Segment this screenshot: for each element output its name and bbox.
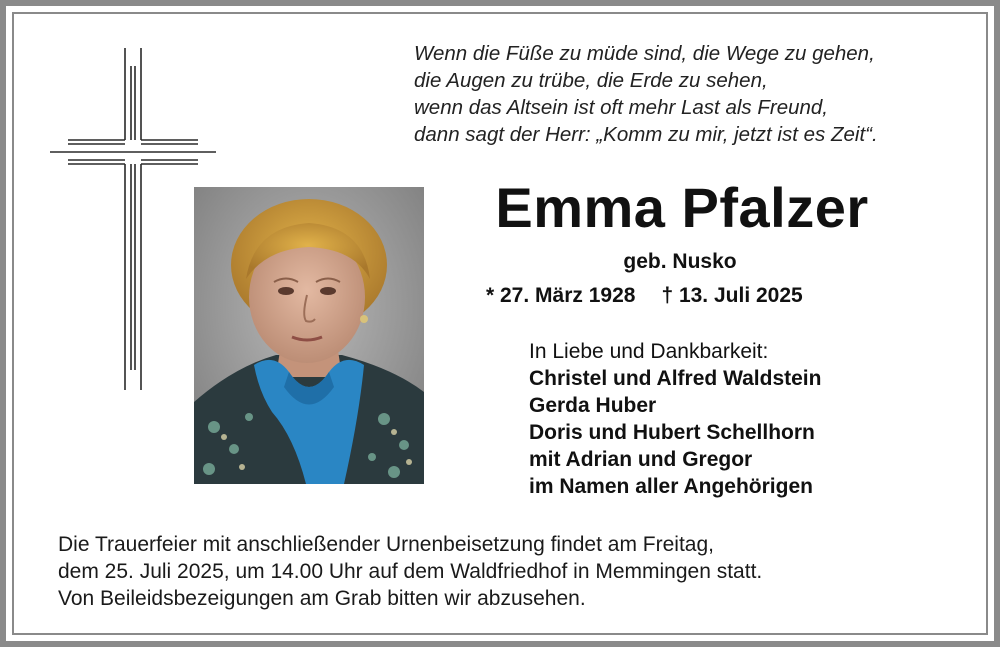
notice-line: Die Trauerfeier mit anschließender Urnenbeisetzung findet am Freitag,: [58, 533, 714, 556]
mourner-name: im Namen aller Angehörigen: [529, 475, 813, 498]
mourner-name: Doris und Hubert Schellhorn: [529, 421, 815, 444]
notice-line: dem 25. Juli 2025, um 14.00 Uhr auf dem Waldfriedhof in Memmingen statt.: [58, 560, 763, 583]
poem-line: die Augen zu trübe, die Erde zu sehen,: [414, 69, 768, 92]
mourner-name: Gerda Huber: [529, 394, 657, 417]
poem-line: dann sagt der Herr: „Komm zu mir, jetzt ist es Zeit“.: [414, 123, 878, 146]
mourners-intro: In Liebe und Dankbarkeit:: [529, 340, 769, 363]
deceased-name: Emma Pfalzer: [495, 176, 869, 239]
mourner-name: mit Adrian und Gregor: [529, 448, 753, 471]
life-dates: [486, 282, 886, 310]
mourners-block: [529, 338, 969, 500]
notice-line: Von Beileidsbezeigungen am Grab bitten wir abzusehen.: [58, 587, 586, 610]
birth-date: * 27. März 1928: [486, 284, 636, 307]
death-date: † 13. Juli 2025: [661, 284, 803, 307]
poem-line: Wenn die Füße zu müde sind, die Wege zu gehen,: [414, 42, 875, 65]
poem: [414, 40, 974, 148]
poem-line: wenn das Altsein ist oft mehr Last als Freund,: [414, 96, 828, 119]
mourner-name: Christel und Alfred Waldstein: [529, 367, 822, 390]
funeral-notice: [58, 531, 978, 612]
birth-name: geb. Nusko: [623, 250, 737, 273]
cross-icon: [50, 48, 216, 390]
portrait-photo: [194, 187, 424, 484]
